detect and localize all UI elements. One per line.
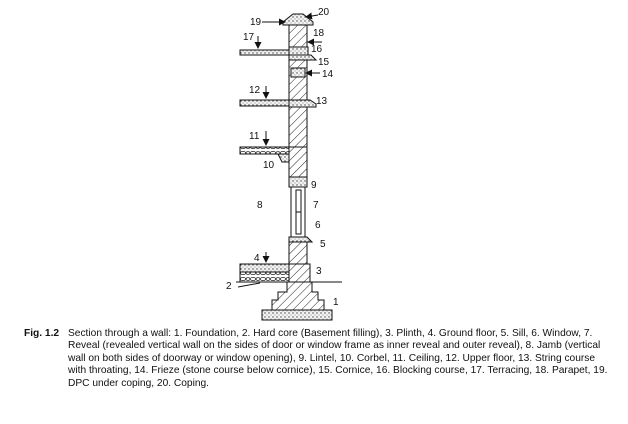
label-11: 11: [249, 131, 260, 142]
caption-text: Section through a wall: 1. Foundation, 2. Hard core (Basement filling), 3. Plinth, 4. Ground floor, 5. Sill, 6. Window, 7. Reveal (revealed vertical wall on the sides of door or window frame as inner reveal and outer reveal), 8. Jamb (vertical wall on both sides of doorway or window opening), 9. Lintel, 10. Corbel, 11. Ceiling, 12. Upper floor, 13. String course with throating, 14. Frieze (stone course below cornice), 15. Cornice, 16. Blocking course, 17. Terracing, 18. Parapet, 19. DPC under coping, 20. Coping.: [68, 328, 608, 389]
coping: [283, 14, 313, 25]
label-1: 1: [333, 297, 339, 308]
wall-body-4: [289, 242, 307, 264]
lintel: [289, 177, 307, 187]
parapet: [289, 25, 307, 47]
plinth: [289, 264, 310, 282]
label-15: 15: [318, 57, 330, 68]
string-course: [289, 100, 316, 107]
wall-body-2: [289, 107, 307, 147]
label-18: 18: [313, 28, 325, 39]
wall-body-3: [289, 147, 307, 177]
label-7: 7: [313, 200, 319, 211]
ground-floor: [240, 264, 289, 272]
label-12: 12: [249, 85, 261, 96]
cornice: [289, 55, 316, 60]
ceiling: [240, 147, 289, 154]
label-4: 4: [254, 253, 260, 264]
wall-body-1: [289, 60, 307, 100]
label-2: 2: [226, 281, 232, 292]
label-10: 10: [263, 160, 275, 171]
label-5: 5: [320, 239, 326, 250]
label-8: 8: [257, 200, 263, 211]
frieze: [291, 68, 305, 77]
label-9: 9: [311, 180, 317, 191]
sill: [289, 237, 312, 242]
terrace-slab: [240, 50, 289, 55]
label-6: 6: [315, 220, 321, 231]
label-17: 17: [243, 32, 255, 43]
figure-caption: [24, 328, 614, 390]
foundation: [272, 282, 324, 310]
blocking-course: [289, 47, 308, 55]
label-19: 19: [250, 17, 262, 28]
figure-number: Fig. 1.2: [24, 328, 60, 339]
label-3: 3: [316, 266, 322, 277]
corbel: [278, 154, 289, 162]
hard-core: [240, 272, 289, 282]
label-20: 20: [318, 7, 330, 18]
label-13: 13: [316, 96, 328, 107]
upper-floor-slab: [240, 100, 289, 106]
foundation-bed: [262, 310, 332, 320]
label-16: 16: [311, 44, 323, 55]
label-14: 14: [322, 69, 334, 80]
